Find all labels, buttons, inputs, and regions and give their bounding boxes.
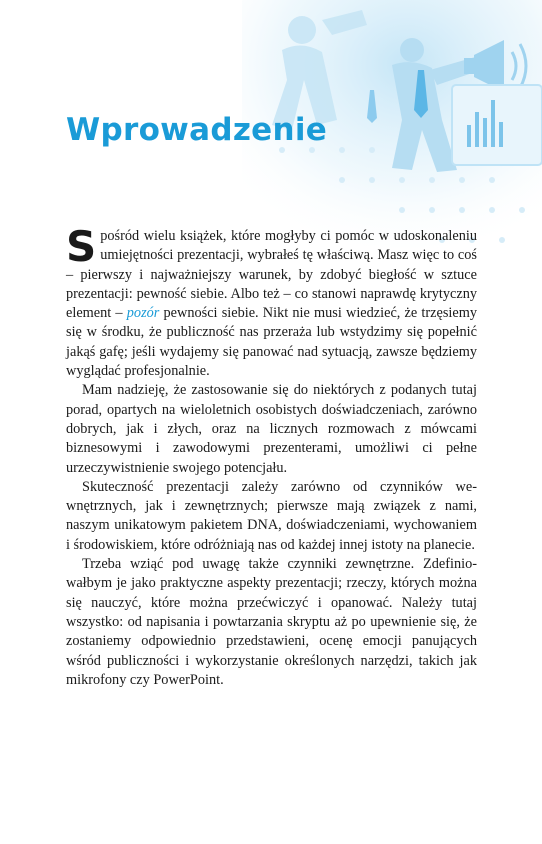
paragraph-3: Skuteczność prezentacji zależy zarówno od czynników wewnętrznych, jak i zewnętrznych; pierwsze mają związek z nami, naszym unikatowym pakietem DNA, doświadczeniami, wychowaniem i środowiskiem, które odróżniają nas od każdej innej istoty na planecie. bbox=[66, 478, 477, 553]
paragraph-2: Mam nadzieję, że zastosowanie się do niektórych z podanych tutaj porad, opartych na wieloletnich osobistych doświadczeniach, zarówno dobrych, jak i złych, oraz na licznych rozmowach z mówcami biznesowymi i zawodowymi prezenterami, umożliwi ci pełne urzeczywistnienie swojego potencjału. bbox=[66, 382, 477, 476]
highlighted-word: pozór bbox=[126, 305, 160, 322]
paragraph-1 bbox=[66, 222, 477, 381]
drop-cap: S bbox=[66, 222, 97, 271]
chapter-body bbox=[66, 222, 477, 690]
paragraph-1-text-b: pewności siebie. Nikt nie musi wiedzieć, że trzęsiemy się w środku, że publiczność nas przeraża lub wstydzimy się popełnić jakąś gafę; jeśli wydajemy się panować nad sytuacją, zawsze będziemy wyglądać profesjonalnie. bbox=[66, 305, 477, 380]
paragraph-1-text-a: pośród wielu książek, które mogłyby ci pomóc w udoskonaleniu umiejętności prezentacji, wybrałeś tę właściwą. Masz więc to coś – pierwszy i najważniejszy warunek, by zdobyć biegłość w sztuce prezentacji: pewność siebie. Albo też – co stanowi naprawdę krytyczny element – bbox=[66, 228, 477, 322]
paragraph-4: Trzeba wziąć pod uwagę także czynniki zewnętrzne. Zdefiniowałbym je jako praktyczne aspekty prezentacji; rzeczy, których można się nauczyć, które można przećwiczyć i opanować. Należy tutaj wszystko: od napisania i powtarzania skryptu aż po upewnienie się, że zostaniemy odpowiednio przedstawieni, ocenę emocji panujących wśród publiczności i wykorzystanie określonych narzędzi, takich jak mikrofony czy PowerPoint. bbox=[66, 556, 477, 688]
chapter-title: Wprowadzenie bbox=[66, 112, 328, 148]
